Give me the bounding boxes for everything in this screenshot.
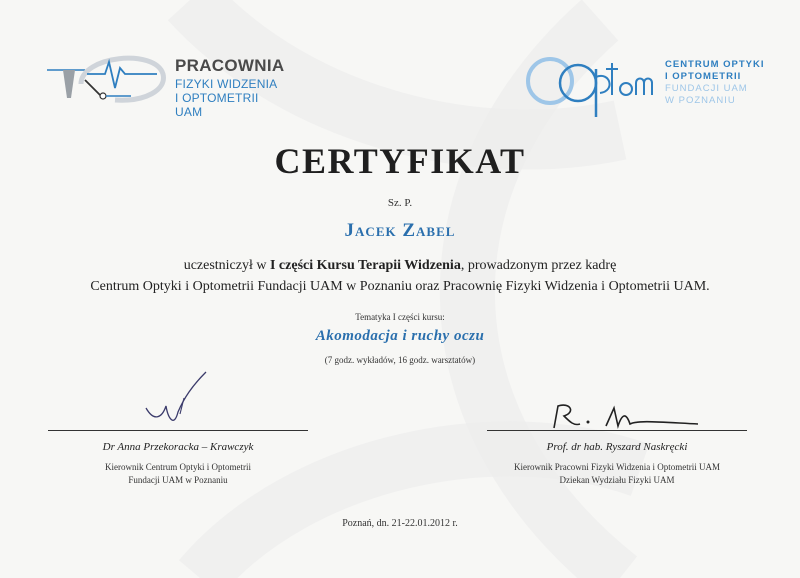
- logo-left-line1: PRACOWNIA: [175, 56, 285, 75]
- logo-right-line1: CENTRUM OPTYKI: [665, 59, 765, 70]
- signature-right: [487, 430, 747, 487]
- pracownia-logo: [45, 44, 285, 119]
- certificate-title: CERTYFIKAT: [274, 141, 526, 181]
- body-pre: uczestniczył w: [183, 258, 270, 273]
- signatory-role: [48, 461, 308, 487]
- signature-left: [48, 430, 308, 487]
- body-line-2: Centrum Optyki i Optometrii Fundacji UAM w Poznaniu oraz Pracownię Fizyki Widzenia i Optometrii UAM.: [90, 279, 710, 294]
- signature-right-mark: [548, 400, 708, 434]
- recipient-name: Jacek Zabel: [344, 220, 456, 241]
- optom-logo-icon: [520, 55, 660, 125]
- signature-left-mark: [140, 368, 220, 432]
- place-date: Poznań, dn. 21-22.01.2012 r.: [342, 518, 458, 529]
- signature-line: [48, 430, 308, 431]
- salutation: Sz. P.: [387, 197, 413, 209]
- signatory-role-line2: Fundacji UAM w Poznaniu: [128, 475, 228, 485]
- logo-left-line2: FIZYKI WIDZENIA: [175, 77, 278, 91]
- topic: Akomodacja i ruchy oczu: [315, 328, 485, 344]
- signatory-role-line1: Kierownik Centrum Optyki i Optometrii: [105, 462, 251, 472]
- logo-right-line3: FUNDACJI UAM: [665, 83, 748, 94]
- hours-info: (7 godz. wykładów, 16 godz. warsztatów): [324, 355, 476, 365]
- body-post: , prowadzonym przez kadrę: [460, 258, 617, 273]
- signatory-role-line2: Dziekan Wydziału Fizyki UAM: [559, 475, 675, 485]
- course-name: I części Kursu Terapii Widzenia: [269, 258, 461, 273]
- signature-line: [487, 430, 747, 431]
- topic-label: Tematyka I części kursu:: [355, 312, 445, 322]
- logo-right-line4: W POZNANIU: [665, 95, 736, 106]
- signatory-role: [487, 461, 747, 487]
- logo-right-line2: I OPTOMETRII: [665, 71, 742, 82]
- signatory-name: Dr Anna Przekoracka – Krawczyk: [102, 441, 254, 453]
- signatory-name: Prof. dr hab. Ryszard Naskręcki: [546, 441, 688, 453]
- eye-pulse-icon: [45, 44, 175, 110]
- logo-left-line3: I OPTOMETRII UAM: [175, 91, 259, 119]
- signatory-role-line1: Kierownik Pracowni Fizyki Widzenia i Optometrii UAM: [514, 462, 720, 472]
- optom-logo: [520, 55, 770, 125]
- body-line-1: [0, 258, 800, 274]
